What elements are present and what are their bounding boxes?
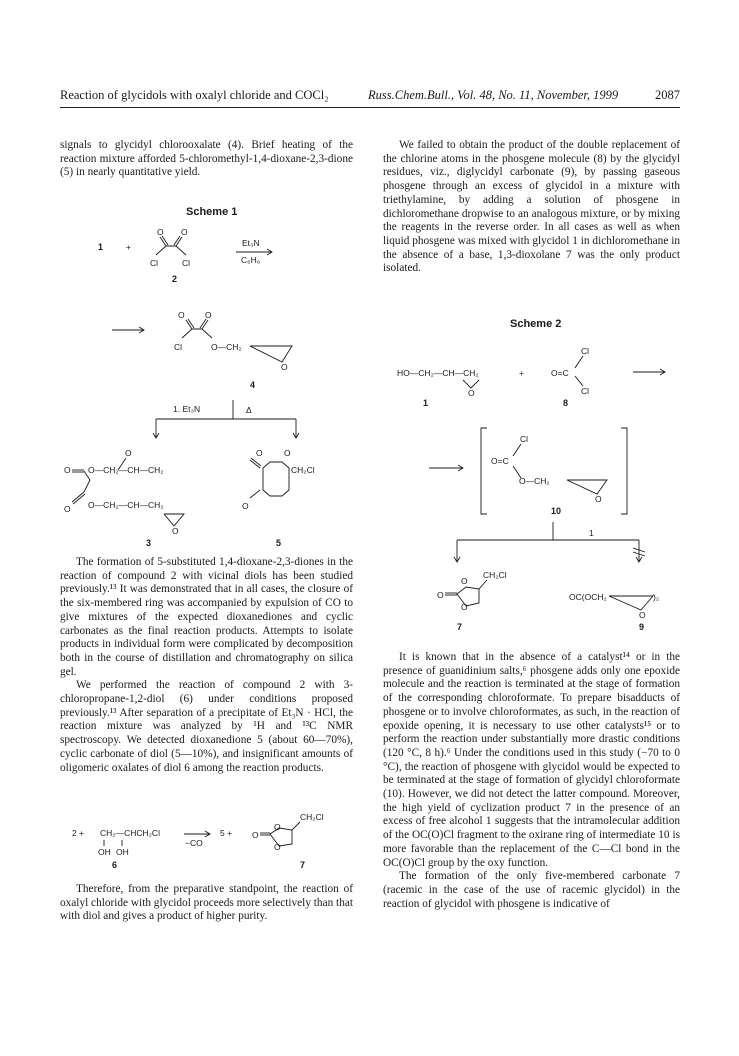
reagent-et3n: Et₃N [242,238,260,248]
bracket-right [621,428,627,514]
oxy-methylene-fragment: O—CH₂ [211,342,242,352]
atom-o: O [172,526,179,536]
compound-2-label: 2 [172,274,178,284]
branch-label-et3n: 1. Et₃N [173,404,201,414]
atom-cl: Cl [581,346,590,356]
oxalyl-chloride-structure [150,227,190,268]
chloromethyl-dioxanedione-structure [242,448,315,511]
diol-reaction-equation [60,800,353,878]
glycidyl-chain-bottom: O—CH₂—CH—CH₂ [88,500,164,510]
phosgene-carbonyl: O=C [491,456,509,466]
plus-sign: + [519,368,524,378]
atom-o: O [461,576,468,586]
atom-cl: Cl [182,258,191,268]
atom-cl: Cl [581,386,590,396]
compound-5-label: 5 [276,538,282,548]
phosgene-carbonyl: O=C [551,368,569,378]
atom-o: O [64,504,71,514]
branch-label-heat: Δ [246,405,252,415]
paragraph: We performed the reaction of compound 2 with 3-chloropropane-1,2-diol (6) under conditions proposed previously.¹³ After separation of a precipitate of Et₃N · HCl, the reaction mixture was analyzed by ¹H and ¹³C NMR spectroscopy. We detected dioxanedione 5 (about 60—70%), cyclic carbonate of diol (5—10%), and insignificant amounts of oligomeric oxalates of diol 6 among the reaction products. [60,679,353,774]
glycidyl-chain-top: O—CH₂—CH—CH₂ [88,465,164,475]
atom-o: O [178,310,185,320]
atom-o: O [256,448,263,458]
scheme-1-figure [60,222,353,548]
atom-o: O [205,310,212,320]
running-header [60,88,680,108]
left-text-block-1 [60,139,353,180]
header-title: Reaction of glycidols with oxalyl chloride and COCl₂ [60,88,329,102]
paragraph: The formation of 5-substituted 1,4-dioxane-2,3-diones in the reaction of compound 2 with vicinal diols has been studied previously.¹³ It was demonstrated that in all cases, the closure of the six-membered ring was accompanied by expulsion of CO to give mixtures of the expected dioxanediones and cyclic carbonates as the final reaction products. Attempts to isolate products in individual form were complicated by decomposition both in the course of distillation and chromatography on silica gel. [60,556,353,678]
atom-o: O [157,227,164,237]
scheme-2-figure [383,336,680,640]
atom-o: O [595,494,602,504]
diglycidyl-carbonate-structure [569,592,659,620]
atom-o: O [437,590,444,600]
compound-7-label: 7 [300,860,306,870]
oxy-methylene-fragment: O—CH₂ [519,476,550,486]
scheme-1-title: Scheme 1 [186,206,238,218]
atom-o: O [274,842,281,852]
atom-cl: Cl [520,434,529,444]
atom-o: O [125,448,132,458]
compound-3-label: 3 [146,538,152,548]
paragraph: Therefore, from the preparative standpoint, the reaction of oxalyl chloride with glycidol proceeds more selectively than that with diol and gives a product of higher purity. [60,883,354,923]
chloromethyl-group: CH₂Cl [300,812,324,822]
atom-o: O [281,362,288,372]
loss-of-co: −CO [185,838,203,848]
header-rule [60,107,680,108]
right-text-block-1 [383,139,680,276]
header-journal: Russ.Chem.Bull., Vol. 48, No. 11, November, 1999 [368,88,619,102]
atom-o: O [242,501,249,511]
plus-sign: + [126,242,131,252]
carbonate-formula: OC(OCH₂ [569,592,607,602]
compound-10-label: 10 [551,506,562,516]
glycidol-formula: HO—CH₂—CH—CH₂ [397,368,479,378]
atom-o: O [64,465,71,475]
atom-o: O [468,388,475,398]
paragraph: It is known that in the absence of a catalyst¹⁴ or in the presence of guanidinium salts,⁶ phosgene adds only one epoxide molecule and the reaction is terminated at the stage of formation of the corresponding chloroformate. To prepare bisadducts of phosgene or to involve chloroformates, as such, in the reaction of epoxide opening, it is necessary to use other catalysts¹⁵ or to perform the reaction under substantially more drastic conditions (120 °C, 8 h).⁶ Under the conditions used in this study (−70 to 0 °C), the reaction of phosgene with glycidol would be expected to be terminated at the stage of formation of glycidyl chloroformate (10). However, we did not detect the latter compound. Moreover, the high yield of cyclization product 7 in the presence of an excess of free alcohol 1 suggests that the intramolecular addition of the OC(O)Cl fragment to the oxirane ring of intermediate 10 is more favorable than the replacement of the C—Cl bond in the OC(O)Cl group by the oxy function. [383,651,680,869]
compound-9-label: 9 [639,622,645,632]
page-number: 2087 [655,88,680,102]
scheme-2-title: Scheme 2 [510,318,562,330]
equation-lead: 2 + [72,828,85,838]
atom-o: O [284,448,291,458]
atom-o: O [181,227,188,237]
subscript-two: )₂ [653,592,660,602]
hydroxyl: OH [116,847,129,857]
compound-7-label: 7 [457,622,463,632]
paragraph: signals to glycidyl chlorooxalate (4). Brief heating of the reaction mixture afforded 5-chloromethyl-1,4-dioxane-2,3-dione (5) in nearly quantitative yield. [60,139,353,179]
paragraph: We failed to obtain the product of the double replacement of the chlorine atoms in the phosgene molecule (8) by the glycidyl residues, viz., diglycidyl carbonate (9), by passing gaseous phosgene through an excess of glycidol in a mixture with triethylamine, by adding a solution of phosgene in dichloromethane dropwise to an analogous mixture, or by mixing the reagents in the reverse order. In all cases as well as when liquid phosgene was mixed with glycidol 1 in dichloromethane in the absence of a base, 1,3-dioxolane 7 was the only product isolated. [383,139,680,275]
atom-o: O [252,830,259,840]
atom-o: O [639,610,646,620]
cyclic-carbonate-7-structure [437,570,507,612]
branch-label: 1 [589,528,594,538]
glycidyl-chlorooxalate-structure [174,310,292,372]
chloromethyl-group: CH₂Cl [291,465,315,475]
compound-1-label: 1 [423,398,429,408]
glycidyl-chloroformate-structure [491,434,607,504]
bis-glycidyl-oxalate-structure [64,448,184,536]
right-text-block-2 [383,651,680,911]
bracket-left [481,428,487,514]
compound-4-label: 4 [250,380,256,390]
left-text-block-2 [60,556,353,775]
product-5: 5 + [220,828,233,838]
compound-1-label: 1 [98,242,104,252]
hydroxyl: OH [98,847,111,857]
atom-cl: Cl [150,258,159,268]
atom-o: O [274,822,281,832]
atom-o: O [461,602,468,612]
compound-8-label: 8 [563,398,569,408]
compound-6-label: 6 [112,860,118,870]
solvent-benzene: C₆H₆ [241,255,261,265]
left-text-block-3 [60,883,353,924]
paragraph: The formation of the only five-membered carbonate 7 (racemic in the case of the use of racemic glycidol) in the reaction of glycidol with phosgene is indicative of [383,870,680,910]
chloromethyl-group: CH₂Cl [483,570,507,580]
diol-chain: CH₂—CHCH₂Cl [100,828,160,838]
cyclic-carbonate-7-structure [252,812,324,852]
atom-cl: Cl [174,342,183,352]
